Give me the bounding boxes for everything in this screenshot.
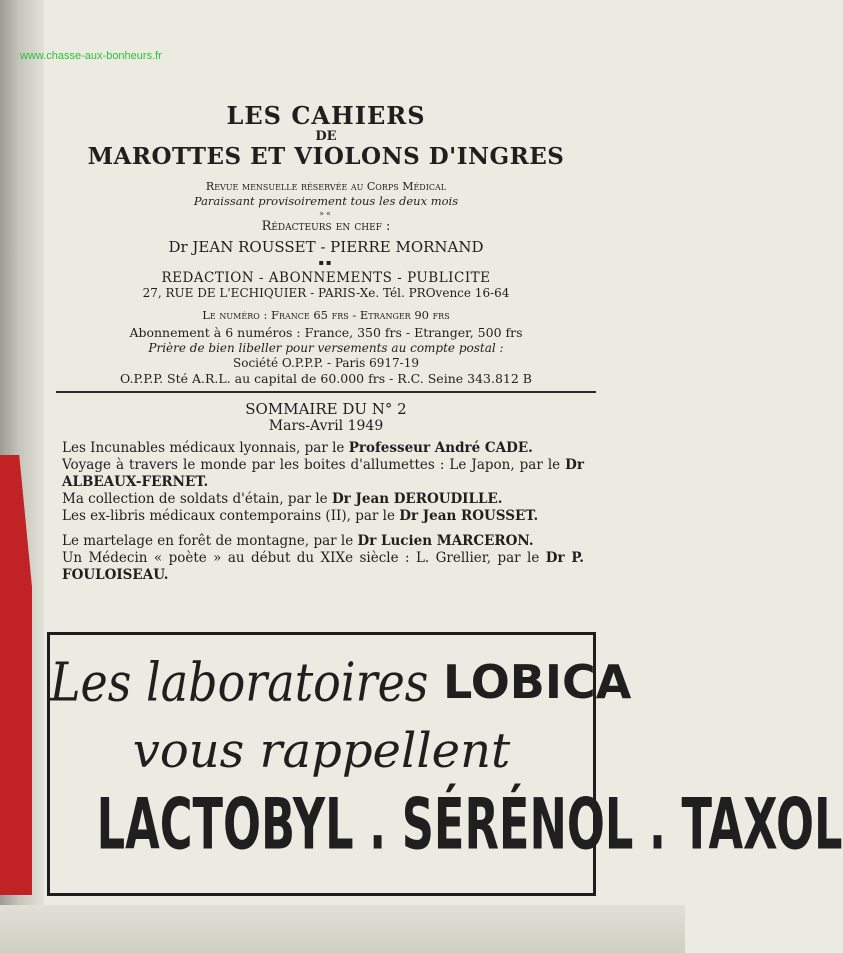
subtitle: Revue mensuelle réservée au Corps Médical [205, 180, 447, 193]
editors-names: Dr JEAN ROUSSET - PIERRE MORNAND [168, 238, 484, 256]
watermark-link[interactable]: www.chasse-aux-bonheurs.fr [20, 50, 162, 62]
toc-entry-text: Les Incunables médicaux lyonnais, par le [62, 440, 349, 456]
toc-entry [62, 508, 584, 525]
toc-entry [62, 440, 584, 457]
issue-date: Mars-Avril 1949 [268, 418, 384, 434]
editors-label: Rédacteurs en chef : [261, 219, 391, 234]
ad-products: LACTOBYL . SÉRÉNOL . TAXOL [96, 785, 843, 866]
ad-brand: LOBICA [443, 655, 632, 709]
periodicity: Paraissant provisoirement tous les deux mois [193, 194, 459, 208]
ornament-2: ▪▪ [318, 258, 334, 267]
divider-rule [56, 391, 596, 393]
company-info: O.P.P.P. Sté A.R.L. au capital de 60.000 frs - R.C. Seine 343.812 B [120, 371, 532, 386]
title-line-1: LES CAHIERS [226, 101, 426, 130]
toc-entry [62, 550, 584, 584]
ad-tagline: vous rappellent [132, 723, 511, 779]
toc-entry-text: Voyage à travers le monde par les boites d'allumettes : Le Japon, par le [62, 457, 566, 473]
ad-script-text: Les laboratoires [50, 650, 429, 714]
toc-entry-text: Ma collection de soldats d'étain, par le [62, 491, 332, 507]
toc-entry [62, 457, 584, 491]
table-of-contents [62, 440, 584, 584]
subscription-price: Abonnement à 6 numéros : France, 350 frs - Etranger, 500 frs [129, 325, 523, 340]
ornament: »« [319, 209, 333, 218]
toc-entry-author: Dr P. FOULOISEAU. [62, 550, 584, 583]
title-line-2: MAROTTES ET VIOLONS D'INGRES [87, 143, 565, 170]
address: 27, RUE DE L'ECHIQUIER - PARIS-Xe. Tél. PROvence 16-64 [142, 286, 510, 300]
toc-entry-author: Dr Jean ROUSSET. [399, 508, 539, 524]
title-de: DE [315, 129, 337, 144]
toc-entry-author: Dr Lucien MARCERON. [357, 533, 534, 549]
toc-entry-text: Un Médecin « poète » au début du XIXe siècle : L. Grellier, par le [62, 550, 546, 566]
postal-account: Société O.P.P.P. - Paris 6917-19 [233, 356, 419, 370]
toc-entry-author: Dr ALBEAUX-FERNET. [62, 457, 584, 490]
toc-entry [62, 491, 584, 508]
toc-entry-text: Le martelage en forêt de montagne, par le [62, 533, 358, 549]
issue-price: Le numéro : France 65 frs - Etranger 90 frs [202, 308, 450, 322]
toc-entry-text: Les ex-libris médicaux contemporains (II), par le [62, 508, 400, 524]
payment-note: Prière de bien libeller pour versements au compte postal : [148, 341, 504, 355]
lobica-advertisement [47, 632, 843, 896]
summary-heading: SOMMAIRE DU N° 2 [245, 400, 407, 418]
toc-entry-author: Professeur André CADE. [348, 440, 533, 456]
ad-headline [50, 650, 632, 714]
toc-entry [62, 533, 584, 550]
departments: REDACTION - ABONNEMENTS - PUBLICITE [161, 270, 491, 286]
toc-entry-author: Dr Jean DEROUDILLE. [331, 491, 503, 507]
page-shadow-bottom [0, 905, 685, 953]
